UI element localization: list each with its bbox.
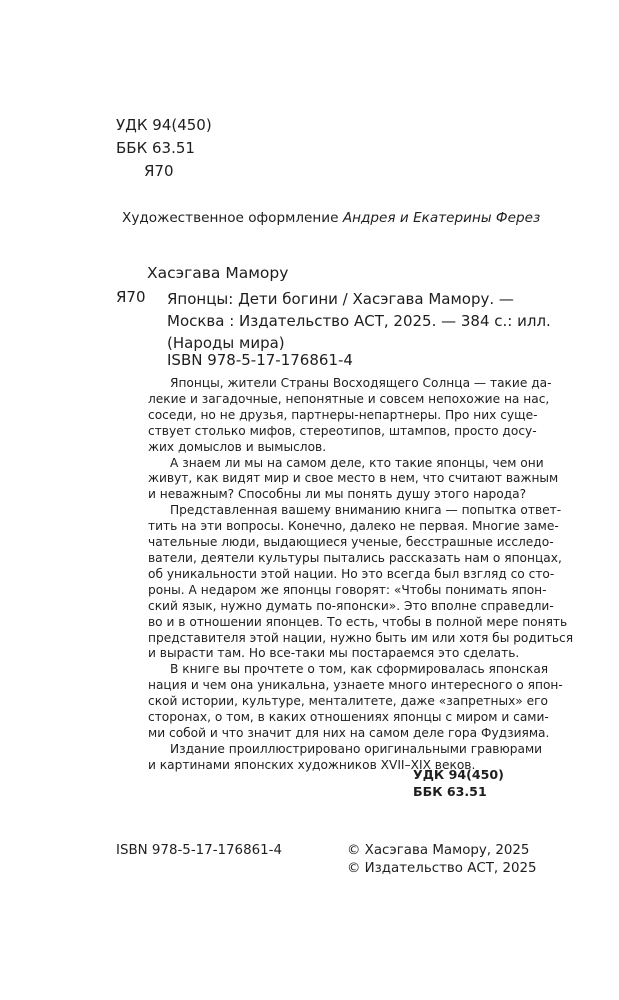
annotation-line: нация и чем она уникальна, узнаете много интересного о япон- [148,678,563,693]
bbk-code-bottom: ББК 63.51 [413,784,487,799]
annotation-line: во и в отношении японцев. То есть, чтобы в полной мере понять [148,614,568,629]
design-credit-prefix: Художественное оформление [122,210,339,226]
annotation-line: ствует столько мифов, стереотипов, штампов, просто досу- [148,423,537,438]
bbk-code-top: ББК 63.51 [116,139,195,157]
annotation-line: ватели, деятели культуры пытались рассказать нам о японцах, [148,550,562,565]
book-author: Хасэгава Мамору [147,264,289,282]
annotation-line: Японцы, жители Страны Восходящего Солнца — такие да- [170,376,552,390]
annotation-text [148,376,573,774]
annotation-line: сторонах, о том, в каких отношениях японцы с миром и сами- [148,710,549,725]
annotation-line: представителя этой нации, нужно быть им или хотя бы родиться [148,630,574,645]
udk-code-top: УДК 94(450) [116,116,212,134]
annotation-line: лекие и загадочные, непонятные и совсем непохожие на нас, [148,391,550,406]
annotation-line: тить на эти вопросы. Конечно, далеко не первая. Многие заме- [148,519,559,534]
title-line: (Народы мира) [167,334,285,352]
copyright-publisher: © Издательство АСТ, 2025 [347,861,537,876]
annotation-line: ми собой и что значит для них на самом деле гора Фудзияма. [148,725,550,740]
annotation-line: В книге вы прочтете о том, как сформировалась японская [170,662,549,677]
annotation-line: чательные люди, выдающиеся ученые, бесстрашные исследо- [148,535,554,550]
annotation-line: и вырасти там. Но все-таки мы постараемся это сделать. [148,646,520,661]
annotation-line: и неважным? Способны ли мы понять душу этого народа? [148,487,527,502]
annotation-line: соседи, но не друзья, партнеры-непартнеры. Про них суще- [148,407,538,422]
annotation-line: Издание проиллюстрировано оригинальными гравюрами [170,741,543,756]
title-line: Японцы: Дети богини / Хасэгава Мамору. — [167,290,514,308]
annotation-line: ский язык, нужно думать по-японски». Это вполне справедли- [148,598,554,613]
design-credit-names: Андрея и Екатерины Ферез [342,210,541,226]
udk-code-bottom: УДК 94(450) [413,767,504,782]
annotation-line: и картинами японских художников XVII–XIX веков. [148,757,476,772]
annotation-line: А знаем ли мы на самом деле, кто такие японцы, чем они [170,455,544,470]
book-title-block [167,288,551,354]
annotation-line: живут, как видят мир и свое место в нем, что считают важным [148,471,559,486]
copyright-author: © Хасэгава Мамору, 2025 [347,843,530,858]
author-mark-index: Я70 [116,288,146,306]
author-mark-top: Я70 [144,162,174,180]
annotation-line: жих домыслов и вымыслов. [148,439,327,454]
isbn-footer: ISBN 978-5-17-176861-4 [116,843,282,858]
design-credit [122,210,540,226]
title-line: Москва : Издательство АСТ, 2025. — 384 с.: илл. [167,312,551,330]
isbn-record: ISBN 978-5-17-176861-4 [167,351,353,369]
annotation-line: роны. А недаром же японцы говорят: «Чтобы понимать япон- [148,582,547,597]
annotation-line: ской истории, культуре, менталитете, даже «запретных» его [148,694,548,709]
annotation-line: Представленная вашему вниманию книга — попытка ответ- [170,503,562,518]
annotation-line: об уникальности этой нации. Но это всегда был взгляд со сто- [148,566,555,581]
